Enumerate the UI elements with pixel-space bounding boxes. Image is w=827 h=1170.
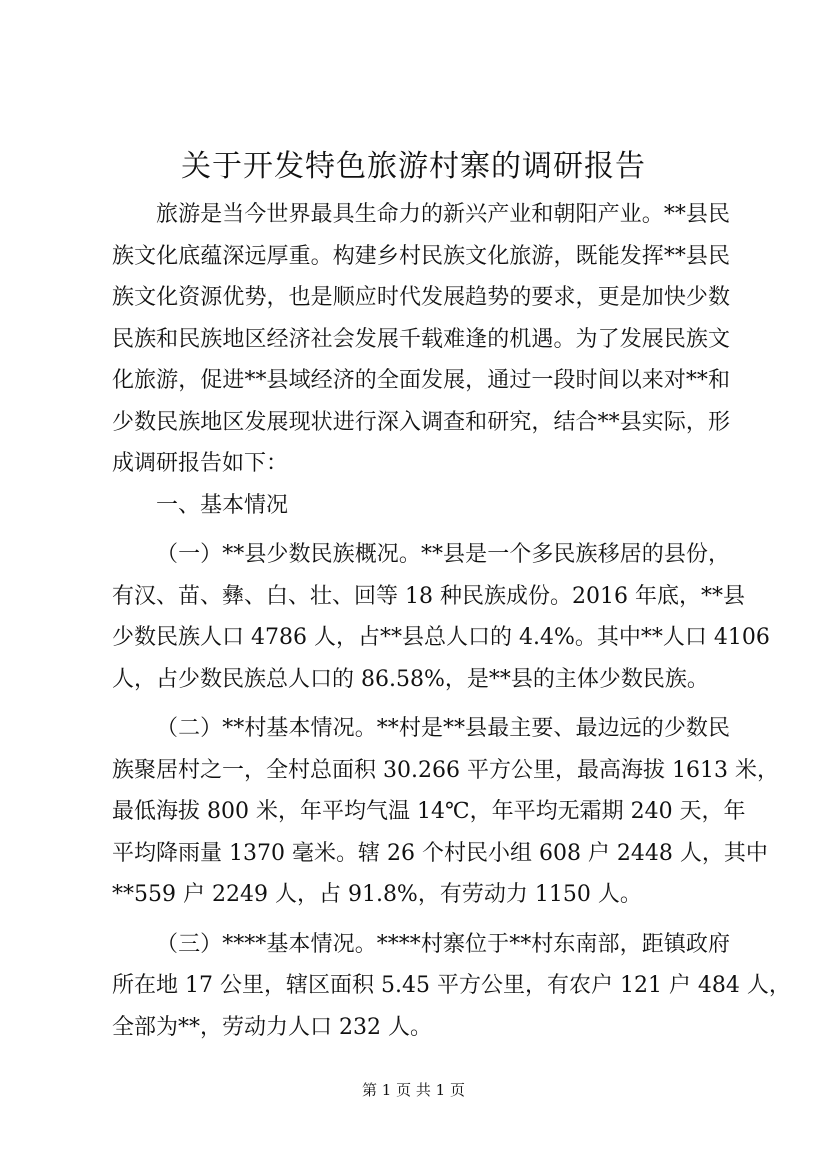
village-overview-paragraph xyxy=(112,708,779,916)
spacer xyxy=(112,526,730,534)
paragraph-line: 成调研报告如下： xyxy=(112,451,289,476)
paragraph-line: （一）**县少数民族概况。**县是一个多民族移居的县份， xyxy=(156,542,730,567)
paragraph-line: （二）**村基本情况。**村是**县最主要、最边远的少数民 xyxy=(156,716,730,741)
hamlet-overview-paragraph xyxy=(112,924,791,1049)
paragraph-line: 族文化底蕴深远厚重。构建乡村民族文化旅游，既能发挥**县民 xyxy=(112,243,730,269)
paragraph-line: 有汉、苗、彝、白、壮、回等 18 种民族成份。2016 年底，**县 xyxy=(112,583,745,609)
paragraph-line: 全部为**，劳动力人口 232 人。 xyxy=(112,1014,432,1040)
heading-line: 一、基本情况 xyxy=(156,492,289,518)
document-title: 关于开发特色旅游村寨的调研报告 xyxy=(181,149,646,184)
county-overview-paragraph xyxy=(112,534,770,700)
paragraph-line: 化旅游，促进**县域经济的全面发展，通过一段时间以来对**和 xyxy=(112,368,730,393)
paragraph-line: 族聚居村之一，全村总面积 30.266 平方公里，最高海拔 1613 米， xyxy=(112,757,779,783)
paragraph-line: 民族和民族地区经济社会发展千载难逢的机遇。为了发展民族文 xyxy=(112,326,730,352)
paragraph-line: 人，占少数民族总人口的 86.58%，是**县的主体少数民族。 xyxy=(112,666,709,692)
paragraph-line: **559 户 2249 人，占 91.8%，有劳动力 1150 人。 xyxy=(112,882,642,907)
paragraph-line: 平均降雨量 1370 毫米。辖 26 个村民小组 608 户 2448 人，其中 xyxy=(112,840,768,866)
section-heading xyxy=(112,485,730,527)
paragraph-line: 所在地 17 公里，辖区面积 5.45 平方公里，有农户 121 户 484 人， xyxy=(112,973,791,998)
paragraph-line: 少数民族地区发展现状进行深入调查和研究，结合**县实际，形 xyxy=(112,409,730,435)
paragraph-line: 最低海拔 800 米，年平均气温 14℃，年平均无霜期 240 天，年 xyxy=(112,799,746,824)
spacer xyxy=(112,916,730,924)
document-body xyxy=(112,194,791,1048)
spacer xyxy=(112,700,730,708)
page-footer: 第 1 页 共 1 页 xyxy=(362,1081,465,1099)
paragraph-line: 旅游是当今世界最具生命力的新兴产业和朝阳产业。**县民 xyxy=(156,202,730,227)
paragraph-line: （三）****基本情况。****村寨位于**村东南部，距镇政府 xyxy=(156,931,730,957)
paragraph-line: 族文化资源优势，也是顺应时代发展趋势的要求，更是加快少数 xyxy=(112,285,730,310)
intro-paragraph xyxy=(112,194,730,485)
paragraph-line: 少数民族人口 4786 人，占**县总人口的 4.4%。其中**人口 4106 xyxy=(112,625,770,650)
